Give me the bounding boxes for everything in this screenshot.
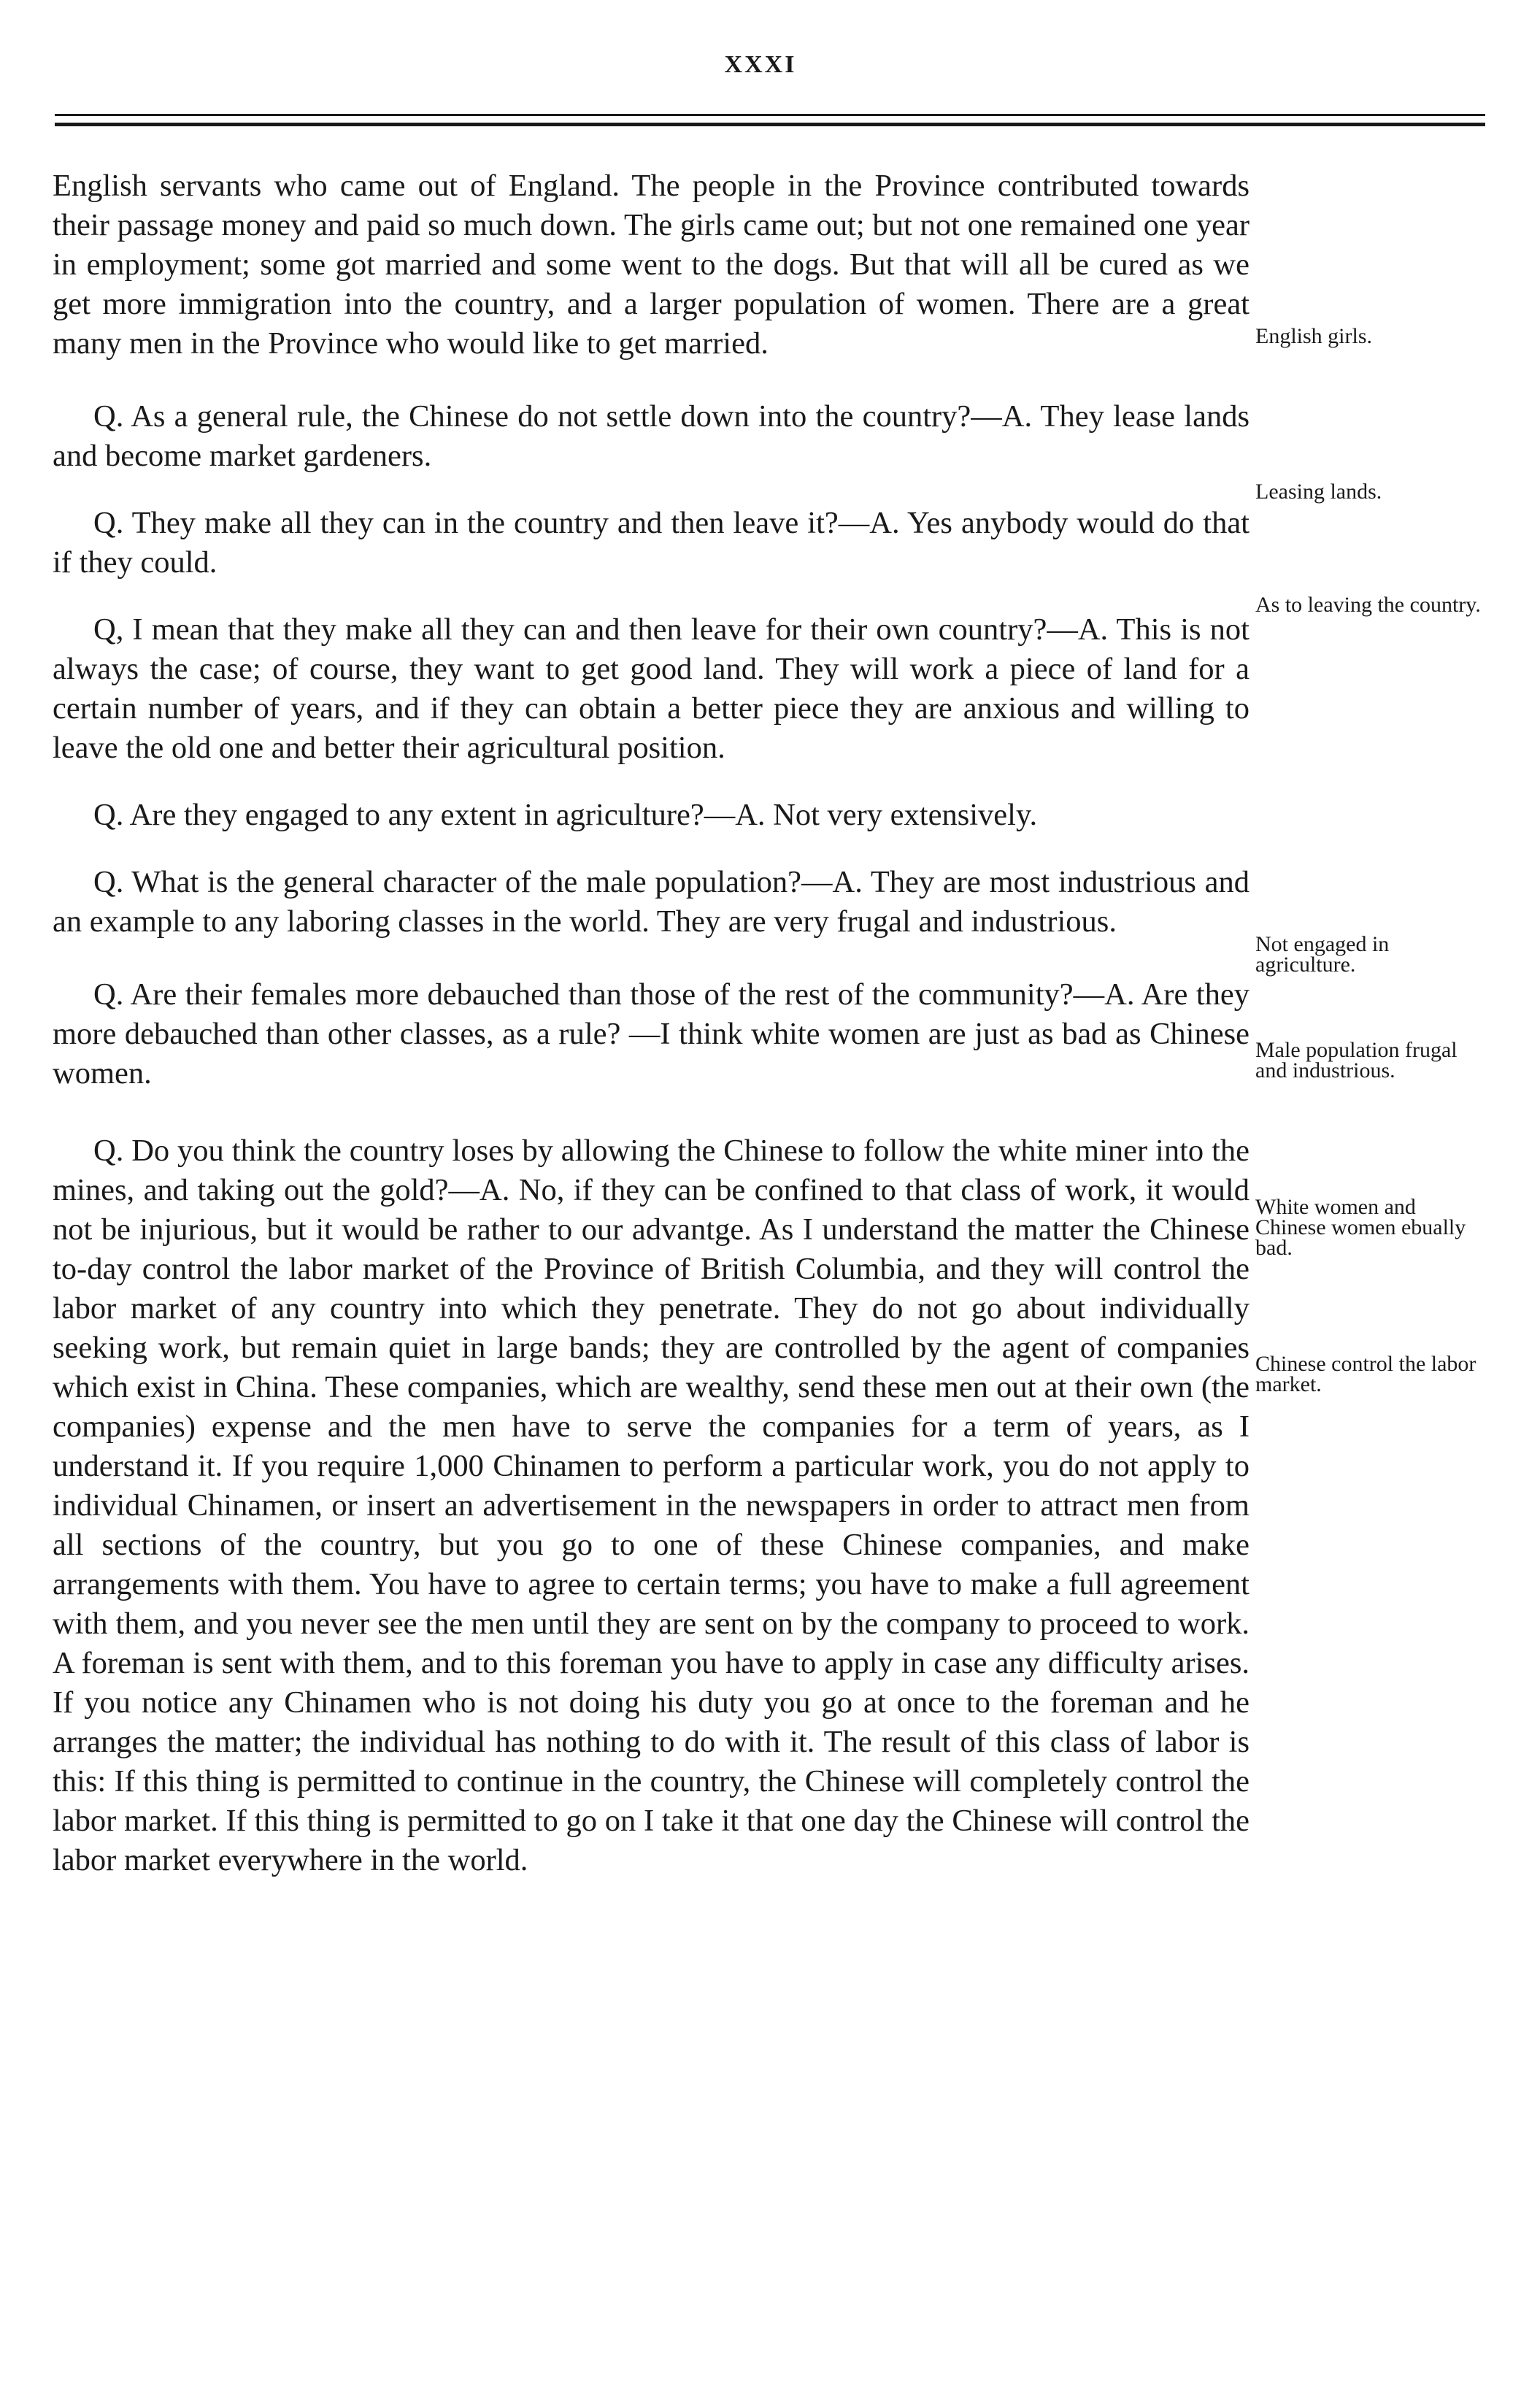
paragraph-labor-market: Q. Do you think the country loses by allowing the Chinese to follow the white miner into the mines, and taking out the gold?—A. No, if they can be confined to that class of work, it would not be injurious, but it would be rather to our advantge. As I understand the matter the Chinese to-day control the labor market of the Province of British Columbia, and they will control the labor market of any country into which they penetrate. They do not go about individually seeking work, but remain quiet in large bands; they are controlled by the agent of companies which exist in China. These companies, which are wealthy, send these men out at their own (the companies) expense and the men have to serve the companies for a term of years, as I understand it. If you require 1,000 Chinamen to perform a particular work, you do not apply to individual Chinamen, or insert an advertisement in the newspapers in order to attract men from all sections of the country, but you go to one of these Chinese companies, and make arrangements with them. You have to agree to certain terms; you have to make a full agreement with them, and you never see the men until they are sent on by the company to proceed to work. A foreman is sent with them, and to this foreman you have to apply in case any difficulty arises. If you notice any Chinamen who is not doing his duty you go at once to the foreman and he arranges the matter; the individual has nothing to do with it. The result of this class of labor is this: If this thing is permitted to continue in the country, the Chinese will completely control the labor market. If this thing is permitted to go on I take it that one day the Chinese will control the labor market everywhere in the world.	[53, 1134, 1249, 1877]
header-rule-thick	[55, 123, 1485, 126]
margin-note-leasing-lands: Leasing lands.	[1255, 480, 1382, 504]
paragraph-male-population: Q. What is the general character of the male population?—A. They are most industrious and an example to any laboring classes in the world. They are very frugal and industrious.	[53, 865, 1249, 939]
paragraph-english-servants: English servants who came out of England. The people in the Province contributed towards their passage money and paid so much down. The girls came out; but not one remained one year in employment; some got married and some went to the dogs. But that will all be cured as we get more immigration into the country, and a larger population of women. There are a great many men in the Province who would like to get married.	[53, 169, 1249, 361]
margin-note-male-population: Male population frugal and industrious.	[1255, 1038, 1458, 1082]
page-number: XXXI	[724, 51, 797, 78]
margin-note-leaving-country: As to leaving the country.	[1255, 593, 1481, 617]
body-text	[53, 166, 1249, 1880]
header-rule-thin	[55, 114, 1485, 116]
margin-note-english-girls: English girls.	[1255, 324, 1373, 348]
margin-note-labor-control: Chinese control the labor market.	[1255, 1352, 1476, 1396]
paragraph-agriculture: Q. Are they engaged to any extent in agriculture?—A. Not very extensively.	[93, 798, 1038, 832]
paragraph-females: Q. Are their females more debauched than those of the rest of the community?—A. Are they more debauched than other classes, as a rule? —I think white women are just as bad as Chinese women.	[53, 977, 1249, 1090]
paragraph-settle-down: Q. As a general rule, the Chinese do not settle down into the country?—A. They lease lands and become market gardeners.	[53, 399, 1249, 473]
paragraph-leave-country: Q. They make all they can in the country and then leave it?—A. Yes anybody would do that if they could.	[53, 506, 1249, 580]
paragraph-own-country: Q, I mean that they make all they can and then leave for their own country?—A. This is not always the case; of course, they want to get good land. They will work a piece of land for a certain number of years, and if they can obtain a better piece they are anxious and willing to leave the old one and better their agricultural position.	[53, 612, 1249, 765]
margin-note-white-women: White women and Chinese women ebually bad.	[1255, 1195, 1466, 1260]
margin-note-agriculture: Not engaged in agriculture.	[1255, 932, 1390, 977]
